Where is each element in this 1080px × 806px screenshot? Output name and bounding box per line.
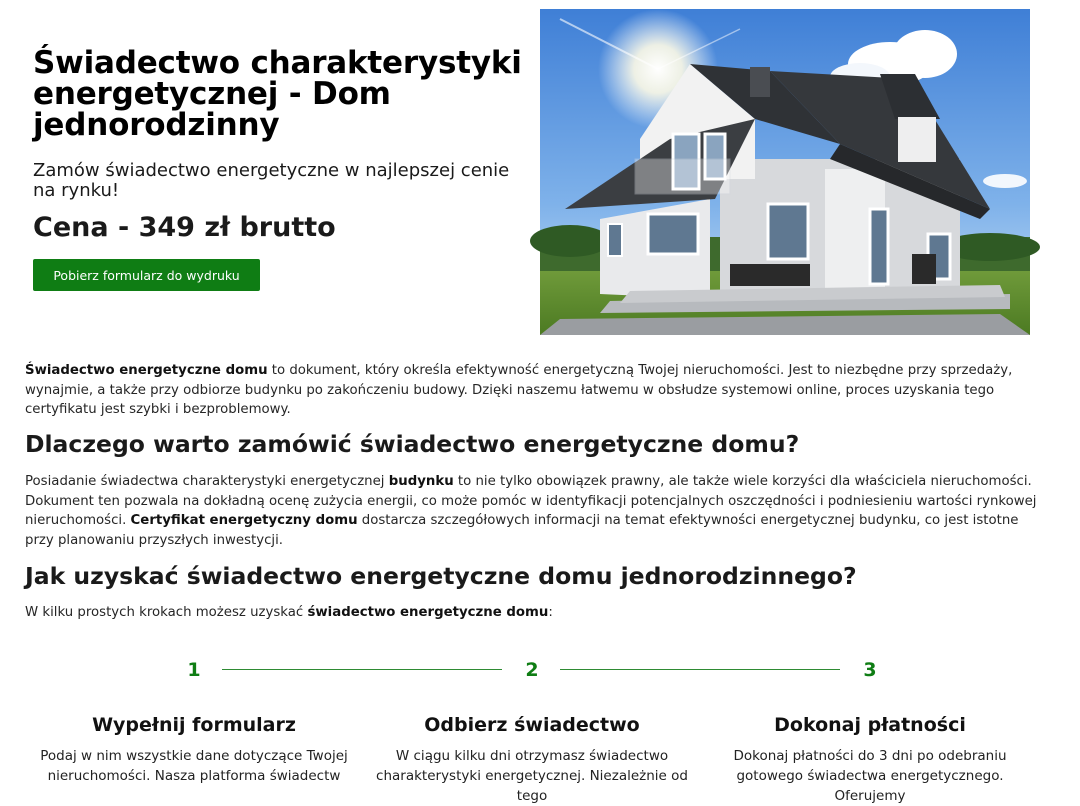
intro-paragraph [25, 361, 1045, 420]
step-title-1: Wypełnij formularz [92, 714, 296, 736]
how-bold-certificate: świadectwo energetyczne domu [307, 605, 549, 620]
why-text-part2: to nie tylko obowiązek prawny, ale także wiele korzyści dla właściciela nieruchomości. Dokument ten pozwala na dokładną ocenę zużycia energii, co może pomóc w identyfikacji potencjalnych oszczędności i podniesieniu wartości rynkowej nieruchomości. [25, 474, 1037, 529]
house-photo [540, 9, 1030, 335]
why-heading: Dlaczego warto zamówić świadectwo energetyczne domu? [25, 430, 800, 458]
page-title: Świadectwo charakterystyki energetycznej - Dom jednorodzinny [33, 45, 522, 143]
how-text-part2: : [548, 605, 553, 620]
step-number-2: 2 [525, 659, 539, 681]
step-text-3: Dokonaj płatności do 3 dni po odebraniu gotowego świadectwa energetycznego. Oferujemy [733, 748, 1007, 804]
step-number-3: 3 [863, 659, 877, 681]
why-bold-building: budynku [388, 474, 454, 489]
step-title-3: Dokonaj płatności [774, 714, 966, 736]
hero-subtitle: Zamów świadectwo energetyczne w najlepszej cenie na rynku! [33, 160, 510, 201]
step-text-2: W ciągu kilku dni otrzymasz świadectwo charakterystyki energetycznej. Niezależnie od tego [376, 748, 688, 804]
why-bold-certificate: Certyfikat energetyczny domu [130, 513, 358, 529]
step-text-1: Podaj w nim wszystkie dane dotyczące Twojej nieruchomości. Nasza platforma świadectw [40, 748, 348, 784]
step-number-1: 1 [187, 659, 201, 681]
download-form-button[interactable]: Pobierz formularz do wydruku [33, 259, 260, 291]
why-text-part3: dostarcza szczegółowych informacji na temat efektywności energetycznej budynku, co jest istotne przy planowaniu przyszłych inwestycji. [25, 513, 1019, 548]
step-connector-2 [560, 669, 840, 670]
why-paragraph [25, 472, 1045, 550]
intro-text: to dokument, który określa efektywność energetyczną Twojej nieruchomości. Jest to niezbędne przy sprzedaży, wynajmie, a także przy odbiorze budynku po zakończeniu budowy. Dzięki naszemu łatwemu w obsłudze systemowi online, proces uzyskania tego certyfikatu jest szybki i bezproblemowy. [25, 363, 1013, 418]
why-text-part1: Posiadanie świadectwa charakterystyki energetycznej [25, 474, 389, 489]
step-title-2: Odbierz świadectwo [424, 714, 640, 736]
how-text-part1: W kilku prostych krokach możesz uzyskać [25, 605, 308, 620]
intro-bold-lead: Świadectwo energetyczne domu [25, 363, 268, 378]
price-label: Cena - 349 zł brutto [33, 212, 336, 243]
hero-section [0, 0, 1080, 345]
step-connector-1 [222, 669, 502, 670]
how-heading: Jak uzyskać świadectwo energetyczne domu jednorodzinnego? [25, 562, 857, 590]
how-paragraph [25, 603, 1045, 623]
